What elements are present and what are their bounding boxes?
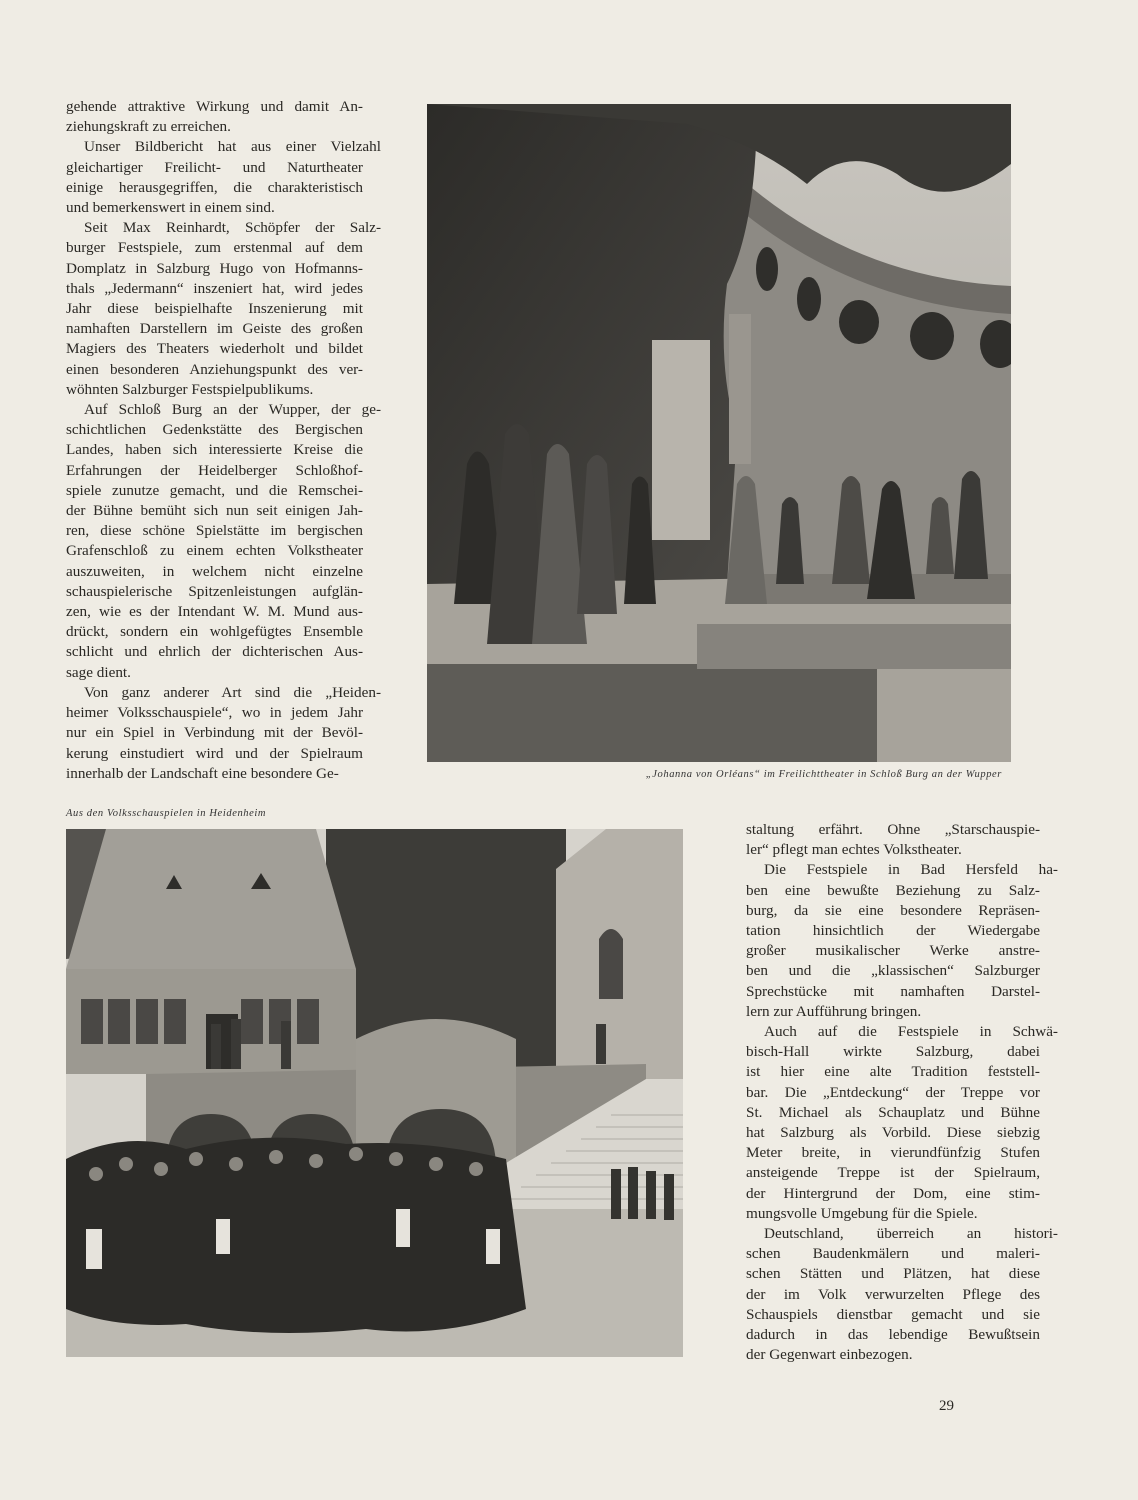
text-line: lern zur Aufführung bringen. [746,1002,922,1020]
paragraph [66,97,363,137]
text-line: thals „Jedermann“ inszeniert hat, wird jedes [66,279,363,297]
text-line: schlicht und ehrlich der dichterischen Aus- [66,643,363,661]
text-line: bisch-Hall wirkte Salzburg, dabei [746,1043,1040,1061]
paragraph [746,820,1040,860]
text-line: Deutschland, überreich an histori- [764,1225,1058,1243]
text-line: schen Baudenkmälern und maleri- [746,1245,1040,1263]
text-line: mungsvolle Umgebung für die Spiele. [746,1204,978,1222]
text-line: hat Salzburg als Vorbild. Diese siebzig [746,1124,1040,1142]
paragraph [746,860,1058,1022]
text-line: Von ganz anderer Art sind die „Heiden- [84,683,381,701]
text-line: namhaften Darstellern im Geiste des großen [66,320,363,338]
text-line: Sprechstücke mit namhaften Darstel- [746,982,1040,1000]
text-line: ren, diese schöne Spielstätte im bergischen [66,522,363,540]
photo-heidenheim-folk-plays [66,829,683,1357]
text-line: Erfahrungen der Heidelberger Schloßhof- [66,461,363,479]
text-line: drückt, sondern ein wohlgefügtes Ensemble [66,623,363,641]
text-line: und bemerkenswert in einem sind. [66,199,275,217]
text-line: der im Volk verwurzelten Pflege des [746,1285,1040,1303]
text-line: Magiers des Theaters wiederholt und bildet [66,340,363,358]
text-line: großer musikalischer Werke anstre- [746,942,1040,960]
text-line: innerhalb der Landschaft eine besondere Ge- [66,764,339,782]
photo-caption-bottom: Aus den Volksschauspielen in Heidenheim [66,808,267,819]
text-line: ben und die „klassischen“ Salzburger [746,962,1040,980]
text-line: einen besonderen Anziehungspunkt des ver- [66,360,363,378]
paragraph [66,137,381,218]
text-line: auszuweiten, in welchem nicht einzelne [66,562,363,580]
text-line: Landes, haben sich interessierte Kreise die [66,441,363,459]
text-line: burg, da sie eine besondere Repräsen- [746,901,1040,919]
text-line: Schauspiels dienstbar gemacht und sie [746,1305,1040,1323]
text-line: ben eine bewußte Beziehung zu Salz- [746,881,1040,899]
text-line: heimer Volksschauspiele“, wo in jedem Jahr [66,704,363,722]
text-line: ziehungskraft zu erreichen. [66,118,231,136]
page-number: 29 [939,1398,954,1414]
text-line: Domplatz in Salzburg Hugo von Hofmanns- [66,259,363,277]
text-line: schen Stätten und Plätzen, hat diese [746,1265,1040,1283]
text-line: Auch auf die Festspiele in Schwä- [764,1023,1058,1041]
text-line: burger Festspiele, zum erstenmal auf dem [66,239,363,257]
text-line: staltung erfährt. Ohne „Starschauspie- [746,821,1040,838]
text-line: Meter breite, in vierundfünfzig Stufen [746,1144,1040,1162]
text-line: schichtlichen Gedenkstätte des Bergischen [66,421,363,439]
paragraph [66,683,381,784]
text-line: St. Michael als Schauplatz und Bühne [746,1103,1040,1121]
text-line: Die Festspiele in Bad Hersfeld ha- [764,861,1058,879]
text-line: Jahr diese beispielhafte Inszenierung mit [66,300,363,318]
photo-schloss-burg-open-air-theatre [427,104,1011,762]
text-line: Seit Max Reinhardt, Schöpfer der Salz- [84,219,381,237]
text-line: bar. Die „Entdeckung“ der Treppe vor [746,1083,1040,1101]
text-line: dadurch in das lebendige Bewußtsein [746,1326,1040,1344]
text-line: der Hintergrund der Dom, eine stim- [746,1184,1040,1202]
paragraph [66,400,381,683]
text-line: gleichartiger Freilicht- und Naturtheater [66,158,363,176]
text-line: wöhnten Salzburger Festspielpublikums. [66,380,314,398]
left-text-column [66,97,381,784]
paragraph [746,1224,1058,1365]
text-line: Unser Bildbericht hat aus einer Vielzahl [84,138,381,156]
text-line: ansteigende Treppe ist der Spielraum, [746,1164,1040,1182]
text-line: Grafenschloß zu einem echten Volkstheater [66,542,363,560]
text-line: der Gegenwart einbezogen. [746,1346,913,1364]
text-line: ler“ pflegt man echtes Volkstheater. [746,841,962,859]
text-line: ist hier eine alte Tradition feststell- [746,1063,1040,1081]
text-line: zen, wie es der Intendant W. M. Mund aus- [66,603,363,621]
paragraph [66,218,381,400]
text-line: sage dient. [66,663,131,681]
text-line: spiele zunutze gemacht, und die Remschei- [66,481,363,499]
text-line: einige herausgegriffen, die charakteristisch [66,178,363,196]
photo-caption-top: „Johanna von Orléans“ im Freilichttheater in Schloß Burg an der Wupper [645,769,1002,780]
text-line: gehende attraktive Wirkung und damit An- [66,98,363,115]
paragraph [746,1022,1058,1224]
right-text-column [746,820,1058,1365]
text-line: nur ein Spiel in Verbindung mit der Bevöl- [66,724,363,742]
text-line: tation hinsichtlich der Wiedergabe [746,922,1040,940]
text-line: kerung einstudiert wird und der Spielraum [66,744,363,762]
text-line: schauspielerische Spitzenleistungen aufglän- [66,582,363,600]
text-line: Auf Schloß Burg an der Wupper, der ge- [84,401,381,419]
text-line: der Bühne bemüht sich nun seit einigen Jah- [66,502,363,520]
